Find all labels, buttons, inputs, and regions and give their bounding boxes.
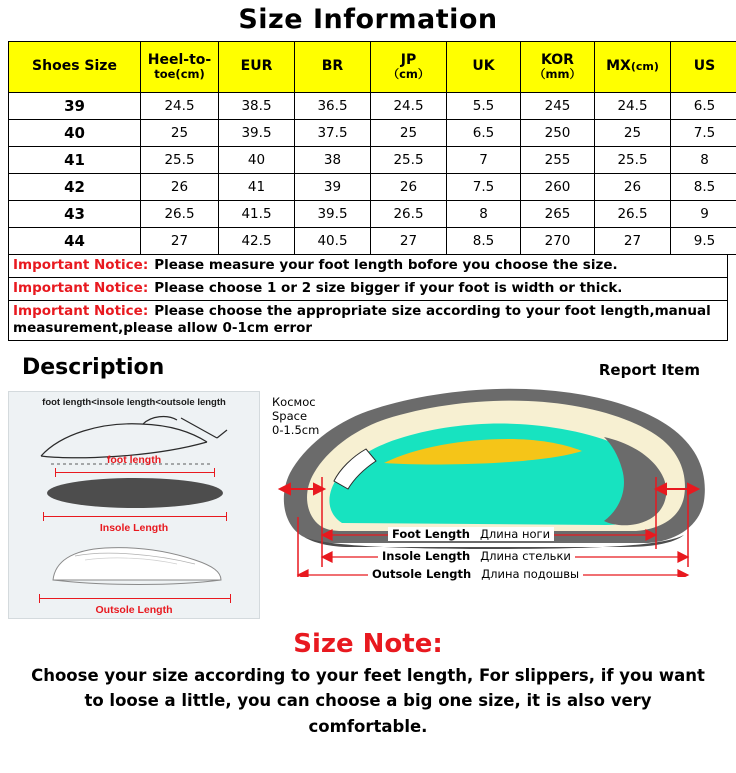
notice-cell — [9, 277, 728, 300]
cell-heel-to-toe: 24.5 — [141, 93, 219, 120]
cell-kor: 245 — [521, 93, 595, 120]
cell-eur: 41 — [219, 174, 295, 201]
table-row — [9, 174, 736, 201]
cell-mx: 26.5 — [595, 201, 671, 228]
cell-br: 40.5 — [295, 228, 371, 255]
table-row — [9, 147, 736, 174]
cell-size: 42 — [9, 174, 141, 201]
cell-eur: 42.5 — [219, 228, 295, 255]
cell-br: 36.5 — [295, 93, 371, 120]
col-header-eur: EUR — [219, 42, 295, 93]
size-table-container — [0, 41, 736, 255]
notice-text: Please measure your foot length bofore you choose the size. — [154, 257, 618, 273]
measure-label-ru: Длина стельки — [480, 548, 571, 563]
col-header-jp: JP （cm） — [371, 42, 447, 93]
cell-mx: 27 — [595, 228, 671, 255]
cell-uk: 7.5 — [447, 174, 521, 201]
size-note-title: Size Note: — [293, 628, 443, 659]
cell-eur: 38.5 — [219, 93, 295, 120]
cell-br: 37.5 — [295, 120, 371, 147]
page-title: Size Information — [238, 4, 498, 35]
col-header-shoes-size: Shoes Size — [9, 42, 141, 93]
table-row — [9, 201, 736, 228]
size-table-head — [9, 42, 736, 93]
notice-text: Please choose the appropriate size according to your foot length,manual measurement,please allow 0-1cm error — [13, 302, 711, 336]
cell-size: 44 — [9, 228, 141, 255]
cell-kor: 255 — [521, 147, 595, 174]
measure-label-ru: Длина ноги — [479, 526, 551, 541]
right-foot-in-shoe-diagram — [264, 377, 728, 623]
shoe-outline-sketch — [45, 538, 229, 590]
space-label-ru: Космос — [272, 394, 316, 409]
cell-jp: 24.5 — [371, 93, 447, 120]
cell-eur: 39.5 — [219, 120, 295, 147]
cell-size: 43 — [9, 201, 141, 228]
report-item-heading: Report Item — [598, 360, 700, 379]
notice-label: Important Notice: — [13, 257, 149, 273]
measure-label-en: Foot Length — [392, 526, 470, 541]
description-heading: Description — [22, 354, 165, 380]
measure-label-en: Outsole Length — [372, 566, 472, 581]
notice-table — [8, 255, 728, 341]
cell-kor: 265 — [521, 201, 595, 228]
cell-mx: 25 — [595, 120, 671, 147]
foot-in-shoe-illustration — [264, 377, 728, 577]
cell-us: 7.5 — [671, 120, 736, 147]
measure-foot-length — [388, 527, 554, 541]
cell-jp: 26 — [371, 174, 447, 201]
col-header-us: US — [671, 42, 736, 93]
notice-row — [9, 255, 728, 277]
table-row — [9, 120, 736, 147]
cell-mx: 26 — [595, 174, 671, 201]
notice-row — [9, 300, 728, 340]
cell-us: 8.5 — [671, 174, 736, 201]
notice-label: Important Notice: — [13, 279, 149, 296]
col-header-mx: MX(cm) — [595, 42, 671, 93]
size-table — [8, 41, 736, 255]
cell-jp: 26.5 — [371, 201, 447, 228]
cell-eur: 40 — [219, 147, 295, 174]
space-label-en: Space — [272, 408, 308, 423]
cell-heel-to-toe: 25.5 — [141, 147, 219, 174]
notice-label: Important Notice: — [13, 302, 149, 319]
size-table-body — [9, 93, 736, 255]
cell-mx: 24.5 — [595, 93, 671, 120]
cell-uk: 8.5 — [447, 228, 521, 255]
cell-uk: 7 — [447, 147, 521, 174]
cell-br: 39 — [295, 174, 371, 201]
left-measurement-diagram — [8, 391, 260, 619]
cell-jp: 27 — [371, 228, 447, 255]
cell-size: 40 — [9, 120, 141, 147]
cell-jp: 25 — [371, 120, 447, 147]
notice-cell — [9, 300, 728, 340]
notice-text: Please choose 1 or 2 size bigger if your foot is width or thick. — [154, 279, 623, 296]
cell-us: 8 — [671, 147, 736, 174]
space-annotation — [272, 395, 319, 438]
notice-row — [9, 277, 728, 300]
cell-us: 9 — [671, 201, 736, 228]
col-header-kor: KOR （mm） — [521, 42, 595, 93]
cell-us: 9.5 — [671, 228, 736, 255]
cell-kor: 270 — [521, 228, 595, 255]
cell-heel-to-toe: 26 — [141, 174, 219, 201]
outsole-length-label: Outsole Length — [95, 603, 173, 616]
cell-us: 6.5 — [671, 93, 736, 120]
cell-kor: 260 — [521, 174, 595, 201]
cell-eur: 41.5 — [219, 201, 295, 228]
left-diagram-top-label: foot length<insole length<outsole length — [42, 396, 226, 408]
table-row — [9, 228, 736, 255]
col-header-uk: UK — [447, 42, 521, 93]
foot-length-label: foot length — [106, 453, 162, 466]
notices-container — [0, 255, 736, 341]
measure-insole-length — [378, 549, 575, 563]
outsole-dimension-line — [39, 598, 231, 599]
insole-length-label: Insole Length — [99, 521, 169, 534]
cell-uk: 5.5 — [447, 93, 521, 120]
size-note-body: Choose your size according to your feet length, For slippers, if you want to loose a little, you can choose a big one size, it is also very comfortable. — [31, 665, 705, 736]
measure-label-ru: Длина подошвы — [481, 566, 580, 581]
cell-uk: 6.5 — [447, 120, 521, 147]
foot-length-dimension-line — [55, 472, 215, 473]
insole-dimension-line — [43, 516, 227, 517]
col-header-br: BR — [295, 42, 371, 93]
notice-cell — [9, 255, 728, 277]
cell-kor: 250 — [521, 120, 595, 147]
insole-shape — [47, 478, 223, 508]
cell-uk: 8 — [447, 201, 521, 228]
table-header-row — [9, 42, 736, 93]
col-header-heel-to-toe: Heel-to- toe(cm) — [141, 42, 219, 93]
cell-heel-to-toe: 27 — [141, 228, 219, 255]
cell-heel-to-toe: 26.5 — [141, 201, 219, 228]
space-value: 0-1.5cm — [272, 423, 320, 438]
cell-mx: 25.5 — [595, 147, 671, 174]
measure-label-en: Insole Length — [382, 548, 471, 563]
cell-jp: 25.5 — [371, 147, 447, 174]
description-section — [0, 355, 736, 625]
cell-br: 38 — [295, 147, 371, 174]
cell-heel-to-toe: 25 — [141, 120, 219, 147]
cell-size: 41 — [9, 147, 141, 174]
measure-outsole-length — [368, 567, 583, 581]
table-row — [9, 93, 736, 120]
cell-size: 39 — [9, 93, 141, 120]
cell-br: 39.5 — [295, 201, 371, 228]
